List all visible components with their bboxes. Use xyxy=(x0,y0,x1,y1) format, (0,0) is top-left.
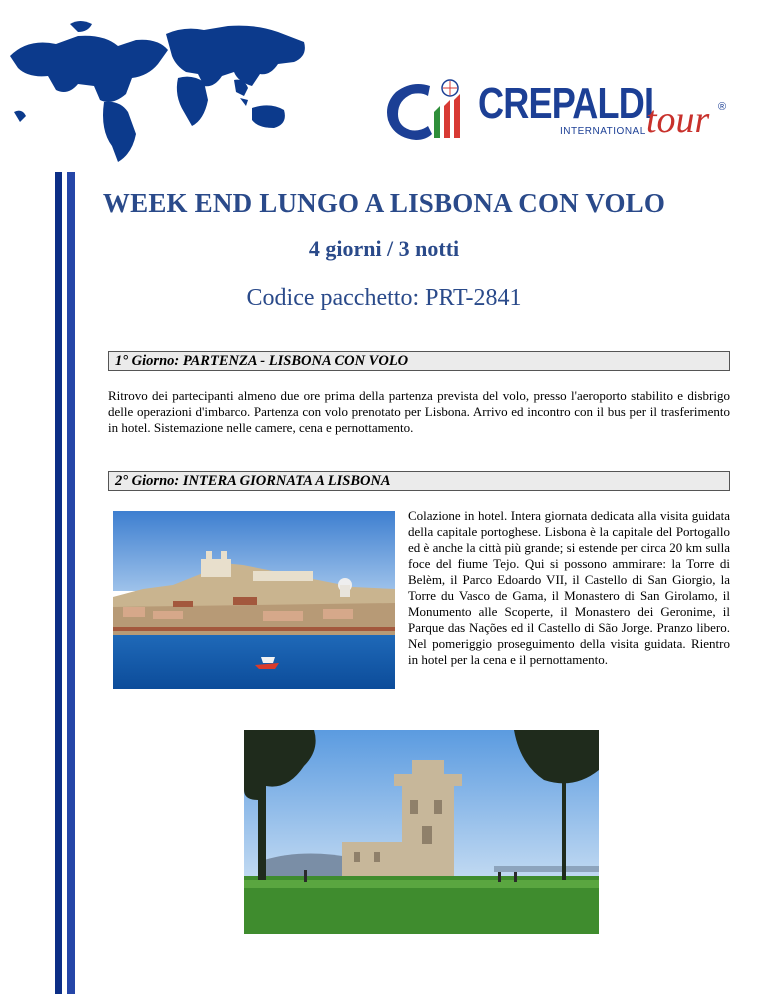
logo-wordmark: CREPALDI xyxy=(478,79,654,128)
day-1-heading: 1° Giorno: PARTENZA - LISBONA CON VOLO xyxy=(108,351,730,371)
logo-subtitle: INTERNATIONAL xyxy=(560,126,646,137)
world-map-graphic xyxy=(8,16,310,166)
belem-tower-photo xyxy=(244,730,599,934)
day-2-heading: 2° Giorno: INTERA GIORNATA A LISBONA xyxy=(108,471,730,491)
page-title: WEEK END LUNGO A LISBONA CON VOLO xyxy=(102,188,666,218)
brand-logo xyxy=(382,76,742,146)
registered-mark: ® xyxy=(718,101,727,113)
logo-mark-icon xyxy=(382,76,472,146)
day-1-description: Ritrovo dei partecipanti almeno due ore prima della partenza prevista del volo, presso l'aeroporto stabilito e disbrigo delle operazioni d'imbarco. Partenza con volo prenotato per Lisbona. Arrivo ed incontro con il bus per il trasferimento in hotel. Sistemazione nelle camere, cena e pernottamento. xyxy=(108,388,730,435)
lisbon-skyline-photo xyxy=(113,511,395,689)
package-code: Codice pacchetto: PRT-2841 xyxy=(246,285,522,311)
duration-subtitle: 4 giorni / 3 notti xyxy=(308,236,460,261)
logo-tour-script: tour xyxy=(646,99,710,141)
day-2-description: Colazione in hotel. Intera giornata dedicata alla visita guidata della capitale portoghese. Lisbona è la capitale del Portogallo ed è anche la città più grande; si estende per circa 20 km sulla foce del fiume Tejo. Qui si possono ammirare: la Torre di Belèm, il Parco Edoardo VII, il Castello di San Giorgio, la Torre du Vasco de Gama, il Monastero di San Girolamo, il Monumento alle Scoperte, il Monastero dei Geronime, il Parque das Nações ed il Castello di São Jorge. Pranzo libero. Nel pomeriggio proseguimento della visita guidata. Rientro in hotel per la cena e il pernottamento. xyxy=(408,508,730,667)
